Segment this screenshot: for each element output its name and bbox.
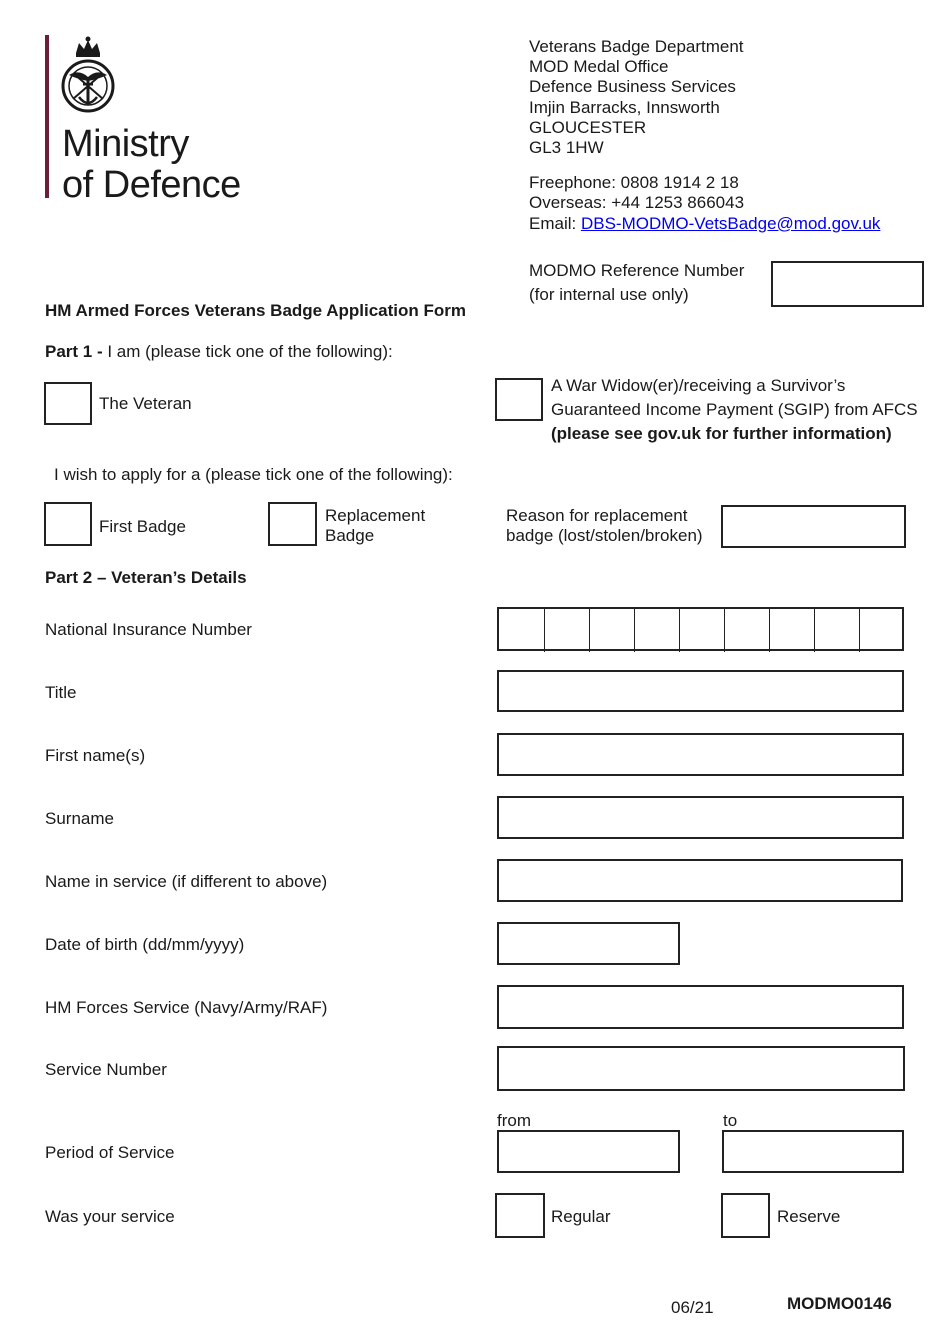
part1-heading [45, 342, 393, 362]
email-link[interactable]: DBS-MODMO-VetsBadge@mod.gov.uk [580, 213, 881, 233]
war-widow-checkbox[interactable] [495, 378, 543, 421]
dob-field[interactable] [497, 922, 680, 965]
overseas-number: Overseas: +44 1253 866043 [529, 193, 745, 213]
ni-cell-divider [589, 609, 590, 652]
ni-cell-divider [634, 609, 635, 652]
war-widow-note: (please see gov.uk for further information) [551, 424, 892, 443]
title-field[interactable] [497, 670, 904, 712]
apply-prompt: I wish to apply for a (please tick one of the following): [54, 465, 453, 484]
logo-accent-bar [45, 35, 49, 198]
surname-label: Surname [45, 809, 114, 828]
address-line: Veterans Badge Department [529, 37, 744, 56]
reference-number-label: MODMO Reference Number [529, 261, 745, 280]
address-line: Defence Business Services [529, 77, 736, 97]
logo-text-of-defence: of Defence [62, 164, 241, 206]
first-names-field[interactable] [497, 733, 904, 776]
logo-text-ministry: Ministry [62, 123, 189, 165]
replacement-label-line2: Badge [325, 526, 375, 545]
title-label: Title [45, 683, 77, 702]
replacement-badge-checkbox[interactable] [268, 502, 317, 546]
period-to-label: to [723, 1111, 738, 1130]
ni-cell-divider [769, 609, 770, 652]
ni-number-label: National Insurance Number [45, 620, 252, 639]
period-from-field[interactable] [497, 1130, 680, 1173]
replacement-label-line1: Replacement [325, 506, 426, 525]
form-title: HM Armed Forces Veterans Badge Application Form [45, 301, 466, 320]
regular-checkbox[interactable] [495, 1193, 545, 1238]
dob-label: Date of birth (dd/mm/yyyy) [45, 935, 245, 954]
part2-heading: Part 2 – Veteran’s Details [45, 568, 247, 587]
reserve-label: Reserve [777, 1207, 841, 1226]
replacement-reason-label-line1: Reason for replacement [506, 506, 688, 525]
address-line: GLOUCESTER [529, 117, 647, 137]
first-badge-label: First Badge [99, 517, 186, 536]
period-of-service-label: Period of Service [45, 1143, 175, 1162]
war-widow-label-line2: Guaranteed Income Payment (SGIP) from AFCS [551, 400, 918, 419]
email-label: Email: [529, 213, 581, 233]
war-widow-label-line1: A War Widow(er)/receiving a Survivor’s [551, 376, 846, 395]
service-type-label: Was your service [45, 1207, 175, 1226]
surname-field[interactable] [497, 796, 904, 839]
reference-number-field[interactable] [771, 261, 924, 307]
mod-crest-icon [59, 35, 117, 115]
freephone-number: Freephone: 0808 1914 2 18 [529, 173, 739, 193]
ni-number-field[interactable] [497, 607, 904, 651]
service-name-field[interactable] [497, 859, 903, 902]
address-block [529, 37, 880, 234]
ni-cell-divider [814, 609, 815, 652]
replacement-reason-label-line2: badge (lost/stolen/broken) [506, 526, 703, 545]
veteran-checkbox[interactable] [44, 382, 92, 425]
service-number-label: Service Number [45, 1060, 167, 1079]
form-code: MODMO0146 [787, 1294, 892, 1313]
form-version: 06/21 [671, 1298, 714, 1317]
reference-internal-note: (for internal use only) [529, 285, 689, 304]
service-name-label: Name in service (if different to above) [45, 872, 328, 891]
veteran-option-label: The Veteran [99, 394, 192, 413]
service-number-field[interactable] [497, 1046, 905, 1091]
address-line: GL3 1HW [529, 138, 604, 158]
period-to-field[interactable] [722, 1130, 904, 1173]
email-line [529, 214, 880, 234]
period-from-label: from [497, 1111, 531, 1130]
regular-label: Regular [551, 1207, 611, 1226]
first-names-label: First name(s) [45, 746, 146, 765]
ni-cell-divider [724, 609, 725, 652]
part1-heading-bold: Part 1 - [45, 342, 103, 361]
address-line: MOD Medal Office [529, 57, 669, 77]
ni-cell-divider [859, 609, 860, 652]
reserve-checkbox[interactable] [721, 1193, 770, 1238]
replacement-reason-field[interactable] [721, 505, 906, 548]
ni-cell-divider [544, 609, 545, 652]
first-badge-checkbox[interactable] [44, 502, 92, 546]
service-branch-field[interactable] [497, 985, 904, 1029]
ni-cell-divider [679, 609, 680, 652]
part1-heading-text: I am (please tick one of the following): [102, 342, 393, 361]
service-branch-label: HM Forces Service (Navy/Army/RAF) [45, 998, 328, 1017]
address-line: Imjin Barracks, Innsworth [529, 97, 720, 117]
